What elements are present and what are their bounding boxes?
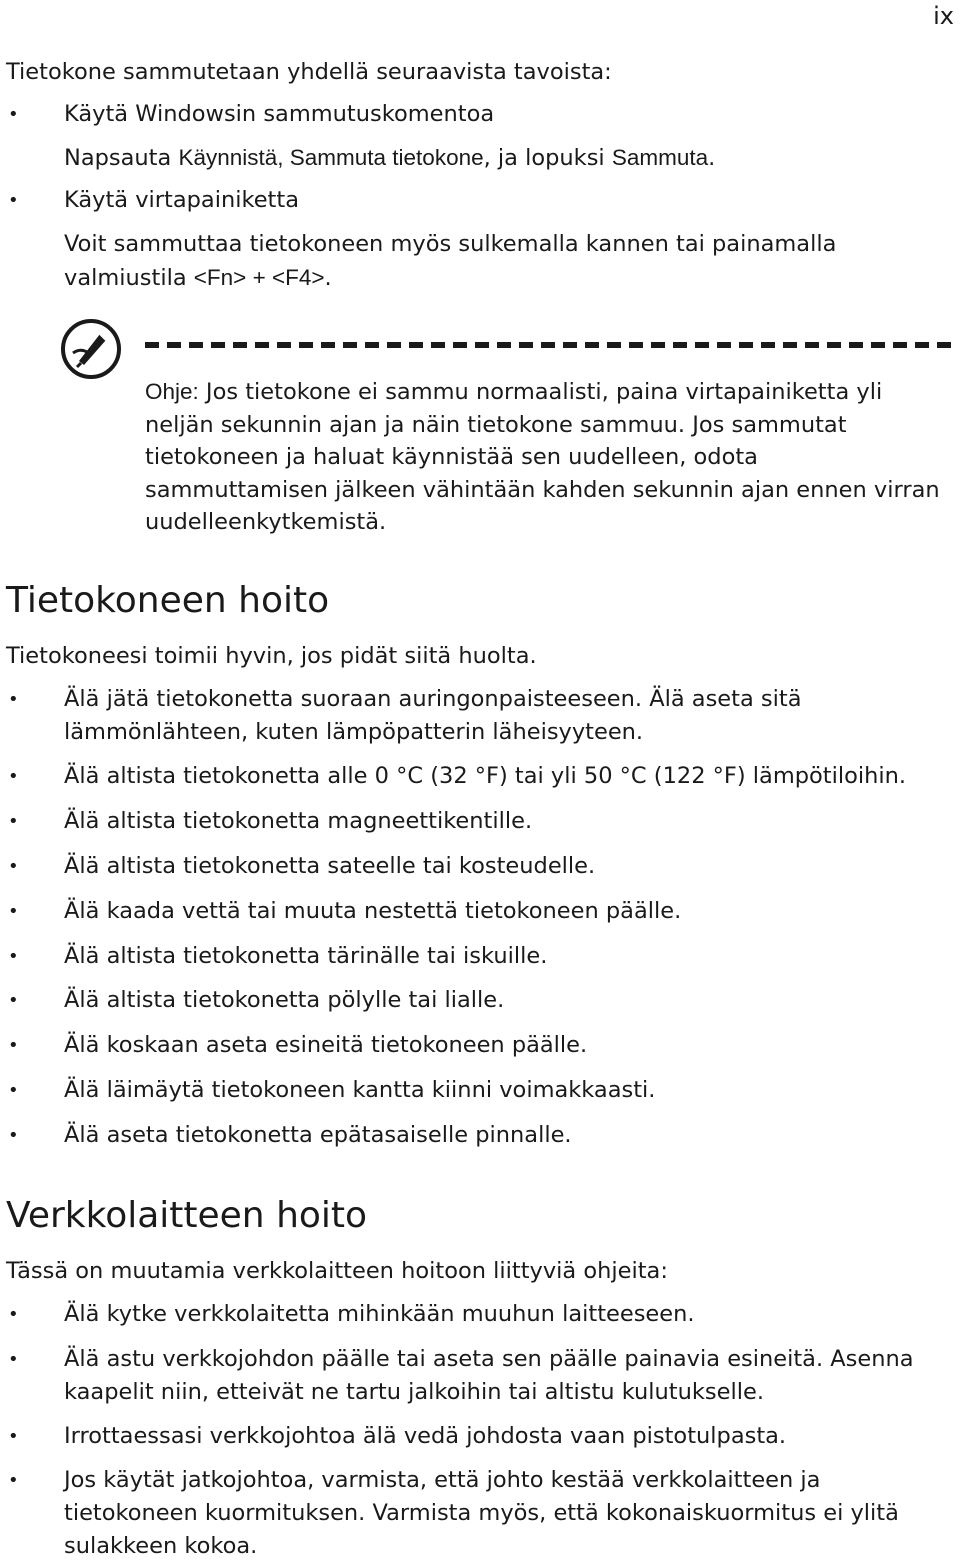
bullet-icon: • <box>8 766 19 787</box>
list-item: • Älä altista tietokonetta alle 0 °C (32 °F) tai yli 50 °C (122 °F) lämpötiloihin. <box>6 760 954 793</box>
bullet-icon: • <box>8 1035 19 1056</box>
network-intro: Tässä on muutamia verkkolaitteen hoitoon liittyviä ohjeita: <box>6 1258 668 1284</box>
list-item: • Älä jätä tietokonetta suoraan auringonpaisteeseen. Älä aseta sitä lämmönlähteen, kuten lämpöpatterin läheisyyteen. <box>6 683 954 749</box>
shutdown-item-title: Käytä Windowsin sammutuskomentoa <box>64 101 495 127</box>
list-item: • Älä altista tietokonetta sateelle tai kosteudelle. <box>6 850 954 883</box>
list-item: • Älä kaada vettä tai muuta nestettä tietokoneen päälle. <box>6 895 954 928</box>
bullet-icon: • <box>8 689 19 710</box>
list-item <box>6 184 954 217</box>
shutdown-item-desc-line: Voit sammuttaa tietokoneen myös sulkemalla kannen tai painamalla <box>64 231 837 257</box>
bullet-icon: • <box>8 104 19 125</box>
bullet-icon: • <box>8 1470 19 1491</box>
list-item: • Jos käytät jatkojohtoa, varmista, että johto kestää verkkolaitteen ja tietokoneen kuormituksen. Varmista myös, että kokonaiskuormitus ei ylitä sulakkeen kokoa. <box>6 1464 954 1563</box>
bullet-icon: • <box>8 856 19 877</box>
bullet-icon: • <box>8 990 19 1011</box>
page-number: ix <box>933 2 954 30</box>
list-item: • Älä astu verkkojohdon päälle tai aseta sen päälle painavia esineitä. Asenna kaapelit niin, etteivät ne tartu jalkoihin tai altistu kulutukselle. <box>6 1343 954 1409</box>
shutdown-intro: Tietokone sammutetaan yhdellä seuraavista tavoista: <box>6 59 612 85</box>
list-item: • Älä aseta tietokonetta epätasaiselle pinnalle. <box>6 1119 954 1152</box>
bullet-icon: • <box>8 901 19 922</box>
bullet-icon: • <box>8 1349 19 1370</box>
list-item: • Älä altista tietokonetta magneettikentille. <box>6 805 954 838</box>
bullet-icon: • <box>8 1304 19 1325</box>
bullet-icon: • <box>8 190 19 211</box>
note-label: Ohje: <box>145 379 199 404</box>
bullet-icon: • <box>8 1426 19 1447</box>
note-divider <box>145 342 957 348</box>
section-heading-network: Verkkolaitteen hoito <box>6 1195 368 1236</box>
list-item <box>6 98 954 131</box>
bullet-icon: • <box>8 946 19 967</box>
list-item: • Älä altista tietokonetta pölylle tai lialle. <box>6 984 954 1017</box>
shutdown-item-desc-line: valmiustila <Fn> + <F4>. <box>64 265 332 291</box>
section-heading-care: Tietokoneen hoito <box>6 580 330 621</box>
note-pen-icon <box>60 318 122 380</box>
bullet-icon: • <box>8 1080 19 1101</box>
shutdown-item-desc: Napsauta Käynnistä, Sammuta tietokone, ja lopuksi Sammuta. <box>64 145 716 171</box>
shutdown-item-title: Käytä virtapainiketta <box>64 187 299 213</box>
bullet-icon: • <box>8 811 19 832</box>
bullet-icon: • <box>8 1125 19 1146</box>
menu-path: Käynnistä, Sammuta tietokone <box>178 145 484 170</box>
list-item: • Irrottaessasi verkkojohtoa älä vedä johdosta vaan pistotulpasta. <box>6 1420 954 1453</box>
menu-command: Sammuta <box>611 145 709 170</box>
list-item: • Älä altista tietokonetta tärinälle tai iskuille. <box>6 940 954 973</box>
note-text: Ohje: Jos tietokone ei sammu normaalisti, paina virtapainiketta yli neljän sekunnin ajan ja näin tietokone sammuu. Jos sammutat tietokoneen ja haluat käynnistää sen uudelleen, odota sammuttamisen jälkeen vähintään kahden sekunnin ajan ennen virran uudelleenkytkemistä. <box>145 379 940 535</box>
list-item: • Älä koskaan aseta esineitä tietokoneen päälle. <box>6 1029 954 1062</box>
list-item: • Älä läimäytä tietokoneen kantta kiinni voimakkaasti. <box>6 1074 954 1107</box>
key-combination: <Fn> + <F4> <box>193 265 325 290</box>
care-intro: Tietokoneesi toimii hyvin, jos pidät siitä huolta. <box>6 643 537 669</box>
list-item: • Älä kytke verkkolaitetta mihinkään muuhun laitteeseen. <box>6 1298 954 1331</box>
